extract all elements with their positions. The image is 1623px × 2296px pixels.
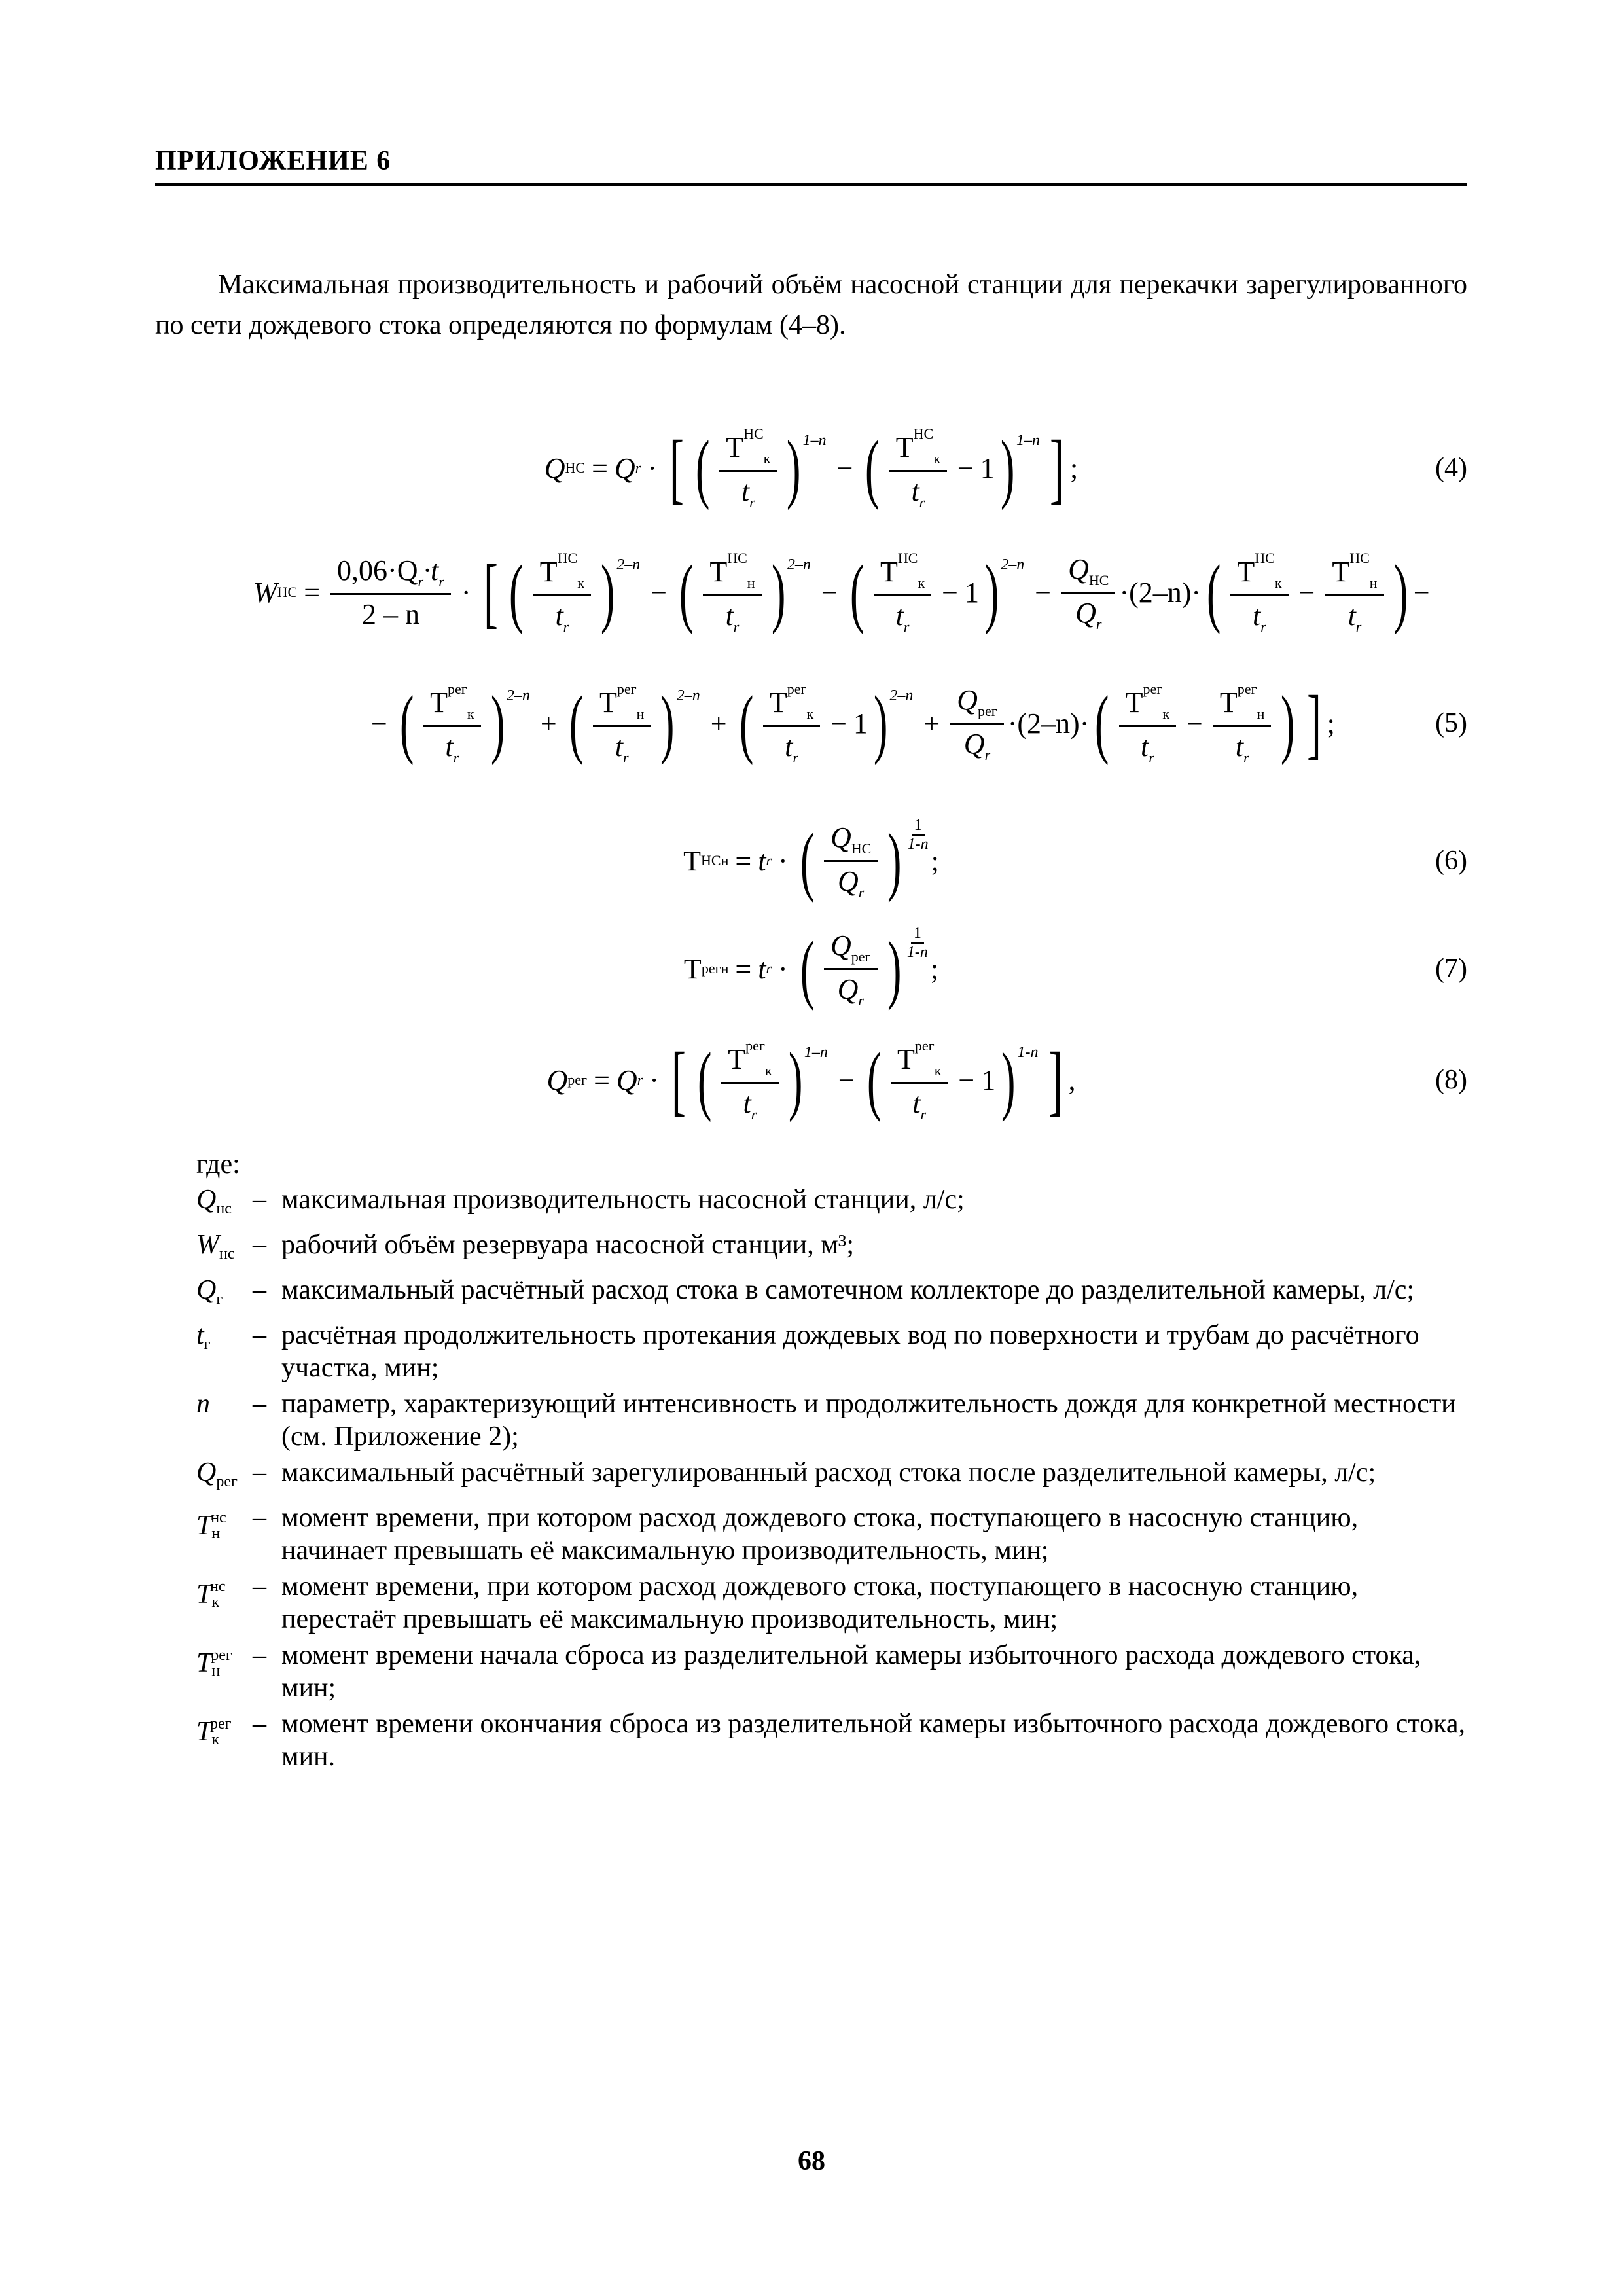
heading-rule [155, 183, 1467, 186]
formula-5-number: (5) [1435, 708, 1467, 738]
definition-text: максимальный расчётный расход стока в самотечном коллекторе до разделительной камеры, л/с; [281, 1275, 1415, 1305]
definition-text: расчётная продолжительность протекания дождевых вод по поверхности и трубам до расчётного участка, мин; [281, 1320, 1419, 1383]
definition-dash: – [253, 1389, 266, 1419]
definition-symbol: Qг [196, 1275, 223, 1308]
definition-symbol: $Tн^{рег}$ [196, 1647, 232, 1679]
definition-text: рабочий объём резервуара насосной станции, м³; [281, 1230, 855, 1260]
appendix-heading: ПРИЛОЖЕНИЕ 6 [155, 146, 391, 176]
definition-item [196, 1501, 1467, 1567]
definition-item [196, 1274, 1467, 1316]
formula-7-number: (7) [1435, 954, 1467, 984]
f4-lhs: Q [544, 452, 565, 484]
definition-dash: – [253, 1320, 266, 1350]
definition-dash: – [253, 1185, 266, 1215]
definition-item [196, 1388, 1467, 1453]
definitions-list [196, 1183, 1467, 1776]
definition-dash: – [253, 1458, 266, 1488]
definition-symbol: Wнс [196, 1230, 235, 1263]
definition-text: максимальный расчётный зарегулированный расход стока после разделительной камеры, л/с; [281, 1458, 1376, 1488]
definition-text: момент времени окончания сброса из разделительной камеры избыточного расхода дождевого стока, мин. [281, 1709, 1466, 1772]
definition-dash: – [253, 1275, 266, 1305]
definition-item [196, 1229, 1467, 1270]
intro-paragraph: Максимальная производительность и рабочий объём насосной станции для перекачки зарегулированного по сети дождевого стока определяются по формулам (4–8). [155, 270, 1467, 340]
definition-dash: – [253, 1709, 266, 1739]
where-label: где: [196, 1149, 240, 1179]
definition-symbol: $Tк^{нс}$ [196, 1578, 226, 1611]
f4-frac-b: $\frac{Т^{НС}_к}{t_r}$ [889, 425, 947, 511]
formula-5b-expression: − ( $\frac{Т^{рег}_к}{t_r}$ ) 2–n + ( $\frac{Т^{рег}_н}{t_r}$ ) 2–n + ( $\frac{Т^{рег}_к}{t_r}$ − 1 ) 2–n + $\frac{Q_{рег}}{Q_r}$ ·(2–n)· ( $\frac{Т^{рег}_к}{t_r}$ − $\frac{Т^{рег}_н}{t_r}$ ) ] ; [371, 679, 1335, 766]
definition-symbol: n [196, 1389, 210, 1419]
f4-frac-a: $\frac{Т^{НС}_к}{t_r}$ [719, 425, 777, 511]
definition-item [196, 1183, 1467, 1225]
definition-text: параметр, характеризующий интенсивность и продолжительность дождя для конкретной местности (см. Приложение 2); [281, 1389, 1456, 1452]
formula-8-number: (8) [1435, 1065, 1467, 1095]
formula-6-number: (6) [1435, 846, 1467, 876]
formula-7: Т рег н = t r · ( $\frac{Q_{рег}}{Q_r}$ ) 1 1-n ; (7) [683, 924, 1467, 1011]
formula-4 [155, 419, 1467, 517]
definition-item [196, 1570, 1467, 1636]
formula-4-number: (4) [1435, 453, 1467, 483]
definition-dash: – [253, 1503, 266, 1533]
definition-symbol: Qрег [196, 1458, 238, 1490]
formula-5-line-1 [155, 543, 1484, 641]
definition-text: момент времени начала сброса из разделительной камеры избыточного расхода дождевого стока, мин; [281, 1640, 1421, 1703]
definition-symbol: $Tн^{нс}$ [196, 1509, 226, 1542]
formula-6: Т НС н = t r · ( $\frac{Q_{НС}}{Q_r}$ ) 1 1-n ; (6) [683, 816, 1467, 903]
formula-8: Q рег = Q r · [ ( $\frac{Т^{рег}_к}{t_r}$ ) 1–n − ( $\frac{Т^{рег}_к}{t_r}$ − 1 ) 1-n ] , (8) [546, 1036, 1467, 1123]
formula-5-line-2 [155, 674, 1467, 772]
page-number: 68 [798, 2146, 825, 2176]
definition-dash: – [253, 1571, 266, 1602]
definition-dash: – [253, 1230, 266, 1260]
definition-symbol: $Tк^{рег}$ [196, 1715, 232, 1748]
definition-symbol: tг [196, 1320, 211, 1353]
formula-4-expression: Q НС = Q r · [ ( $\frac{Т^{НС}_к}{t_r}$ ) 1–n − ( $\frac{Т^{НС}_к}{t_r}$ − 1 ) 1–n ] ; [544, 424, 1079, 511]
definition-text: максимальная производительность насосной станции, л/с; [281, 1185, 965, 1215]
definition-item [196, 1639, 1467, 1704]
definition-item [196, 1456, 1467, 1498]
definition-symbol: Qнс [196, 1185, 232, 1217]
definition-text: момент времени, при котором расход дождевого стока, поступающего в насосную станцию, начинает превышать её максимальную производительность, мин; [281, 1503, 1359, 1566]
definition-item [196, 1319, 1467, 1384]
formula-5a-expression: W НС = $\frac{0,06\cdot Q_r\cdot t_r}{2 - n}$ · [ ( $\frac{Т^{НС}_к}{t_r}$ ) 2–n − ( $\frac{Т^{НС}_н}{t_r}$ ) 2–n − ( $\frac{Т^{НС}_к}{t_r}$ − 1 ) 2–n − $\frac{Q_{НС}}{Q_r}$ ·(2–n)· ( $\frac{Т^{НС}_к}{t_r}$ − $\frac{Т^{НС}_н}{t_r}$ ) − [253, 548, 1430, 636]
f5-coef-frac: $\frac{0,06\cdot Q_r\cdot t_r}{2 - n}$ [330, 554, 451, 631]
definition-item [196, 1708, 1467, 1773]
definition-dash: – [253, 1640, 266, 1670]
definition-text: момент времени, при котором расход дождевого стока, поступающего в насосную станцию, перестаёт превышать её максимальную производительность, мин; [281, 1571, 1359, 1634]
